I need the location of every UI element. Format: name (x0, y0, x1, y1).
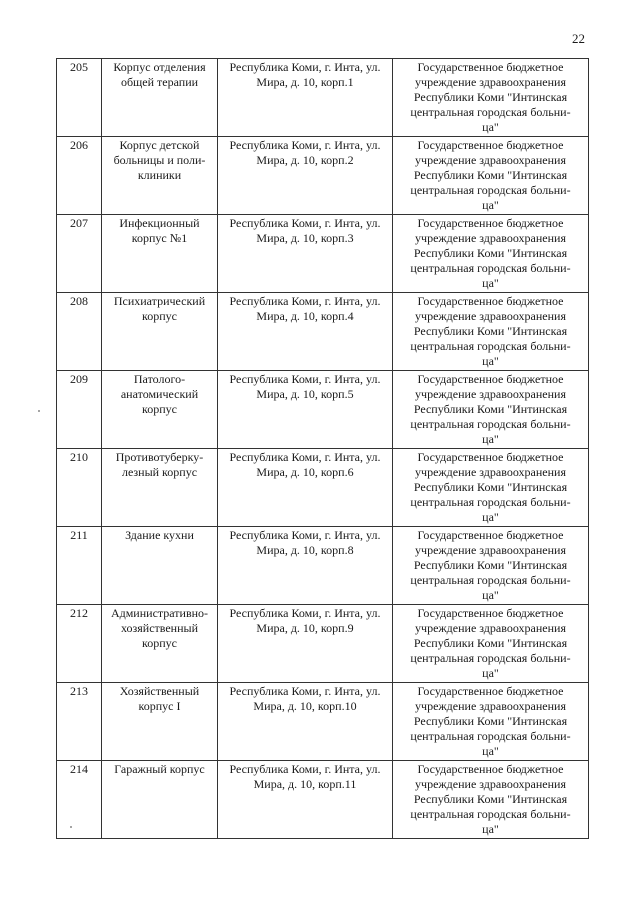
table-row (57, 371, 589, 449)
object-address: Республика Коми, г. Инта, ул. Мира, д. 10, корп.3 (218, 215, 393, 293)
object-name: Корпус детской больницы и поли-клиники (102, 137, 218, 215)
object-address: Республика Коми, г. Инта, ул. Мира, д. 10, корп.1 (218, 59, 393, 137)
object-address: Республика Коми, г. Инта, ул. Мира, д. 10, корп.11 (218, 761, 393, 839)
object-name: Административно-хозяйственный корпус (102, 605, 218, 683)
object-owner: Государственное бюджетное учреждение здравоохранения Республики Коми "Интинская центральная городская больни- ца" (393, 371, 589, 449)
table-row (57, 527, 589, 605)
object-owner: Государственное бюджетное учреждение здравоохранения Республики Коми "Интинская центральная городская больни- ца" (393, 293, 589, 371)
table-row (57, 683, 589, 761)
scan-speck (70, 826, 72, 828)
row-number: 213 (57, 683, 102, 761)
object-name: Патолого-анатомический корпус (102, 371, 218, 449)
object-name: Психиатрический корпус (102, 293, 218, 371)
object-address: Республика Коми, г. Инта, ул. Мира, д. 10, корп.2 (218, 137, 393, 215)
object-address: Республика Коми, г. Инта, ул. Мира, д. 10, корп.4 (218, 293, 393, 371)
object-name: Хозяйственный корпус I (102, 683, 218, 761)
table-row (57, 761, 589, 839)
object-name: Здание кухни (102, 527, 218, 605)
object-owner: Государственное бюджетное учреждение здравоохранения Республики Коми "Интинская центральная городская больни- ца" (393, 605, 589, 683)
object-owner: Государственное бюджетное учреждение здравоохранения Республики Коми "Интинская центральная городская больни- ца" (393, 215, 589, 293)
row-number: 214 (57, 761, 102, 839)
row-number: 210 (57, 449, 102, 527)
row-number: 205 (57, 59, 102, 137)
table-row (57, 215, 589, 293)
object-owner: Государственное бюджетное учреждение здравоохранения Республики Коми "Интинская центральная городская больни- ца" (393, 527, 589, 605)
row-number: 209 (57, 371, 102, 449)
object-owner: Государственное бюджетное учреждение здравоохранения Республики Коми "Интинская центральная городская больни- ца" (393, 761, 589, 839)
object-name: Противотуберку-лезный корпус (102, 449, 218, 527)
table-row (57, 137, 589, 215)
row-number: 207 (57, 215, 102, 293)
object-name: Корпус отделения общей терапии (102, 59, 218, 137)
table-row (57, 449, 589, 527)
row-number: 211 (57, 527, 102, 605)
row-number: 208 (57, 293, 102, 371)
table-row (57, 59, 589, 137)
property-registry-table (56, 58, 589, 839)
page-number: 22 (572, 31, 585, 46)
row-number: 212 (57, 605, 102, 683)
object-owner: Государственное бюджетное учреждение здравоохранения Республики Коми "Интинская центральная городская больни- ца" (393, 137, 589, 215)
table-row (57, 293, 589, 371)
object-address: Республика Коми, г. Инта, ул. Мира, д. 10, корп.6 (218, 449, 393, 527)
object-address: Республика Коми, г. Инта, ул. Мира, д. 10, корп.10 (218, 683, 393, 761)
object-address: Республика Коми, г. Инта, ул. Мира, д. 10, корп.8 (218, 527, 393, 605)
object-name: Гаражный корпус (102, 761, 218, 839)
object-owner: Государственное бюджетное учреждение здравоохранения Республики Коми "Интинская центральная городская больни- ца" (393, 59, 589, 137)
table-row (57, 605, 589, 683)
object-owner: Государственное бюджетное учреждение здравоохранения Республики Коми "Интинская центральная городская больни- ца" (393, 683, 589, 761)
object-address: Республика Коми, г. Инта, ул. Мира, д. 10, корп.5 (218, 371, 393, 449)
object-owner: Государственное бюджетное учреждение здравоохранения Республики Коми "Интинская центральная городская больни- ца" (393, 449, 589, 527)
object-address: Республика Коми, г. Инта, ул. Мира, д. 10, корп.9 (218, 605, 393, 683)
scan-speck (38, 410, 40, 412)
object-name: Инфекционный корпус №1 (102, 215, 218, 293)
row-number: 206 (57, 137, 102, 215)
